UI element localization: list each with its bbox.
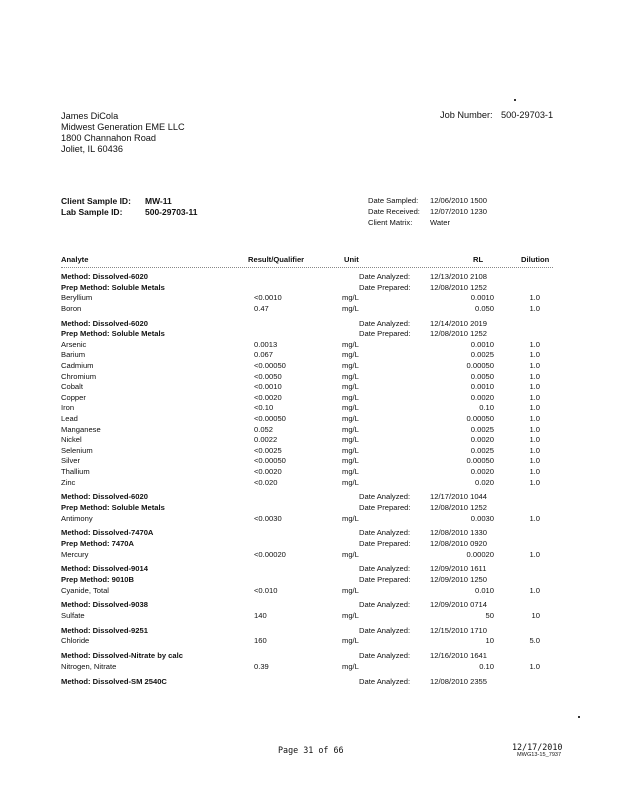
date-analyzed-label: Date Analyzed: xyxy=(359,600,411,610)
result-value: 0.067 xyxy=(254,350,274,360)
date-prepared-label: Date Prepared: xyxy=(359,329,411,339)
date-analyzed: 12/17/2010 1044 xyxy=(430,492,488,502)
speck xyxy=(514,99,516,101)
date-prepared: 12/09/2010 1250 xyxy=(430,575,488,584)
dilution: 1.0 xyxy=(529,467,540,476)
unit: mg/L xyxy=(342,339,359,349)
dilution: 1.0 xyxy=(529,303,540,313)
unit: mg/L xyxy=(342,456,359,466)
reporting-limit: 0.0050 xyxy=(470,371,494,381)
unit: mg/L xyxy=(342,611,359,620)
result-value: <0.10 xyxy=(254,403,274,413)
method-label: Method: Dissolved-9251 xyxy=(61,625,148,635)
reporting-limit: 0.0025 xyxy=(470,424,494,434)
header-rule xyxy=(61,267,553,268)
result-value: 0.0013 xyxy=(254,339,278,349)
method-label: Method: Dissolved-6020 xyxy=(61,272,148,281)
result-value: 0.0022 xyxy=(254,435,278,445)
reporting-limit: 0.10 xyxy=(479,403,494,413)
dilution: 1.0 xyxy=(529,414,540,423)
result-value: 0.052 xyxy=(254,424,274,434)
client-street: 1800 Channahon Road xyxy=(61,133,157,143)
unit: mg/L xyxy=(342,414,359,423)
analyte-name: Nickel xyxy=(61,435,82,445)
date-analyzed: 12/15/2010 1710 xyxy=(430,625,488,635)
result-value: <0.0050 xyxy=(254,371,282,381)
reporting-limit: 0.0025 xyxy=(470,350,494,360)
analyte-name: Cadmium xyxy=(61,361,94,370)
dilution: 1.0 xyxy=(529,661,540,671)
date-analyzed-label: Date Analyzed: xyxy=(359,564,411,574)
dilution: 5.0 xyxy=(529,636,540,646)
analyte-name: Chromium xyxy=(61,371,97,381)
dilution: 1.0 xyxy=(529,371,540,381)
analyte-name: Barium xyxy=(61,350,86,360)
dilution: 1.0 xyxy=(529,382,540,392)
analyte-name: Cobalt xyxy=(61,382,83,392)
analyte-name: Sulfate xyxy=(61,611,85,620)
reporting-limit: 0.020 xyxy=(474,477,494,487)
result-value: 140 xyxy=(254,611,267,620)
reporting-limit: 10 xyxy=(485,636,494,646)
method-label: Method: Dissolved-Nitrate by calc xyxy=(61,651,183,661)
dilution: 1.0 xyxy=(529,549,540,559)
analyte-name: Beryllium xyxy=(61,293,93,303)
unit: mg/L xyxy=(342,293,359,303)
reporting-limit: 0.00020 xyxy=(466,549,494,559)
analyte-name: Chloride xyxy=(61,636,90,646)
prep-method-label: Prep Method: Soluble Metals xyxy=(61,329,165,339)
date-analyzed: 12/16/2010 1641 xyxy=(430,651,488,661)
unit: mg/L xyxy=(342,636,359,646)
date-received-label: Date Received: xyxy=(368,207,420,216)
date-analyzed: 12/08/2010 1330 xyxy=(430,528,488,538)
result-value: <0.0020 xyxy=(254,392,282,402)
dilution: 1.0 xyxy=(529,392,540,402)
dilution: 1.0 xyxy=(529,585,540,595)
unit: mg/L xyxy=(342,392,359,402)
method-label: Method: Dissolved-9038 xyxy=(61,600,148,610)
date-analyzed: 12/13/2010 2108 xyxy=(430,272,488,281)
result-value: <0.00050 xyxy=(254,414,286,423)
analyte-name: Iron xyxy=(61,403,75,413)
date-analyzed-label: Date Analyzed: xyxy=(359,651,411,661)
analyte-name: Mercury xyxy=(61,549,89,559)
unit: mg/L xyxy=(342,513,359,523)
analyte-name: Zinc xyxy=(61,477,76,487)
date-analyzed-label: Date Analyzed: xyxy=(359,528,411,538)
date-analyzed: 12/09/2010 1611 xyxy=(430,564,487,574)
dilution: 1.0 xyxy=(529,435,540,445)
date-analyzed: 12/08/2010 2355 xyxy=(430,676,488,686)
client-company: Midwest Generation EME LLC xyxy=(61,122,185,132)
unit: mg/L xyxy=(342,371,359,381)
col-rl: RL xyxy=(473,255,484,264)
speck xyxy=(578,716,580,718)
client-sample-id-label: Client Sample ID: xyxy=(61,196,131,206)
dilution: 1.0 xyxy=(529,339,540,349)
date-sampled: 12/06/2010 1500 xyxy=(430,196,488,205)
dilution: 1.0 xyxy=(529,445,540,455)
method-label: Method: Dissolved-7470A xyxy=(61,528,154,538)
result-value: <0.00050 xyxy=(254,456,286,466)
unit: mg/L xyxy=(342,477,359,487)
analyte-name: Antimony xyxy=(61,513,93,523)
unit: mg/L xyxy=(342,382,359,392)
reporting-limit: 0.0020 xyxy=(470,435,494,445)
client-matrix: Water xyxy=(430,218,450,227)
result-value: <0.00050 xyxy=(254,361,286,370)
reporting-limit: 0.00050 xyxy=(466,456,494,466)
report-date: 12/17/2010 xyxy=(512,742,563,752)
analyte-name: Cyanide, Total xyxy=(61,585,109,595)
reporting-limit: 0.10 xyxy=(479,661,494,671)
unit: mg/L xyxy=(342,424,359,434)
result-value: 0.47 xyxy=(254,303,269,313)
reporting-limit: 0.010 xyxy=(474,585,494,595)
date-analyzed-label: Date Analyzed: xyxy=(359,318,411,328)
client-name: James DiCola xyxy=(61,111,119,121)
reporting-limit: 0.0010 xyxy=(470,382,494,392)
prep-method-label: Prep Method: 9010B xyxy=(61,575,135,584)
dilution: 1.0 xyxy=(529,403,540,413)
reporting-limit: 0.0020 xyxy=(470,392,494,402)
prep-method-label: Prep Method: Soluble Metals xyxy=(61,503,165,512)
page-number: Page 31 of 66 xyxy=(278,745,344,755)
job-number-label: Job Number: xyxy=(440,110,493,120)
result-value: <0.0020 xyxy=(254,467,282,476)
unit: mg/L xyxy=(342,361,359,370)
method-label: Method: Dissolved-6020 xyxy=(61,492,148,502)
analyte-name: Silver xyxy=(61,456,80,466)
date-analyzed-label: Date Analyzed: xyxy=(359,676,411,686)
result-value: <0.00020 xyxy=(254,549,286,559)
date-prepared-label: Date Prepared: xyxy=(359,575,411,584)
unit: mg/L xyxy=(342,445,359,455)
prep-method-label: Prep Method: 7470A xyxy=(61,539,135,548)
result-value: <0.010 xyxy=(254,585,278,595)
col-unit: Unit xyxy=(344,255,359,264)
col-dilution: Dilution xyxy=(521,255,550,264)
result-value: <0.0025 xyxy=(254,445,282,455)
date-prepared: 12/08/2010 0920 xyxy=(430,539,488,548)
reporting-limit: 0.0025 xyxy=(470,445,494,455)
result-value: <0.0030 xyxy=(254,513,282,523)
method-label: Method: Dissolved-SM 2540C xyxy=(61,676,167,686)
dilution: 10 xyxy=(531,611,540,620)
date-prepared: 12/08/2010 1252 xyxy=(430,329,488,339)
analyte-name: Thallium xyxy=(61,467,90,476)
analyte-name: Boron xyxy=(61,303,82,313)
date-analyzed-label: Date Analyzed: xyxy=(359,272,411,281)
analyte-name: Lead xyxy=(61,414,78,423)
col-analyte: Analyte xyxy=(61,255,89,264)
method-label: Method: Dissolved-9014 xyxy=(61,564,148,574)
date-prepared-label: Date Prepared: xyxy=(359,539,411,548)
result-value: <0.020 xyxy=(254,477,278,487)
bates-stamp: MWG13-15_7937 xyxy=(517,752,562,758)
dilution: 1.0 xyxy=(529,513,540,523)
date-prepared-label: Date Prepared: xyxy=(359,503,411,512)
dilution: 1.0 xyxy=(529,456,540,466)
dilution: 1.0 xyxy=(529,477,540,487)
reporting-limit: 0.0020 xyxy=(470,467,494,476)
result-value: <0.0010 xyxy=(254,293,282,303)
date-prepared: 12/08/2010 1252 xyxy=(430,282,488,292)
reporting-limit: 0.0030 xyxy=(470,513,494,523)
col-result: Result/Qualifier xyxy=(248,255,305,264)
result-value: 160 xyxy=(254,636,267,646)
unit: mg/L xyxy=(342,549,359,559)
reporting-limit: 0.00050 xyxy=(466,414,494,423)
reporting-limit: 50 xyxy=(485,611,494,620)
client-city: Joliet, IL 60436 xyxy=(61,144,123,154)
lab-sample-id: 500-29703-11 xyxy=(145,207,198,217)
analyte-name: Selenium xyxy=(61,445,93,455)
date-received: 12/07/2010 1230 xyxy=(430,207,488,216)
unit: mg/L xyxy=(342,467,359,476)
date-analyzed-label: Date Analyzed: xyxy=(359,492,411,502)
dilution: 1.0 xyxy=(529,424,540,434)
unit: mg/L xyxy=(342,435,359,445)
method-label: Method: Dissolved-6020 xyxy=(61,318,148,328)
job-number: 500-29703-1 xyxy=(501,110,554,120)
reporting-limit: 0.050 xyxy=(474,303,494,313)
date-sampled-label: Date Sampled: xyxy=(368,196,419,205)
unit: mg/L xyxy=(342,303,359,313)
unit: mg/L xyxy=(342,661,359,671)
client-matrix-label: Client Matrix: xyxy=(368,218,413,227)
analyte-name: Manganese xyxy=(61,424,101,434)
date-prepared-label: Date Prepared: xyxy=(359,282,411,292)
unit: mg/L xyxy=(342,403,359,413)
result-value: 0.39 xyxy=(254,661,269,671)
result-value: <0.0010 xyxy=(254,382,282,392)
unit: mg/L xyxy=(342,585,359,595)
dilution: 1.0 xyxy=(529,350,540,360)
dilution: 1.0 xyxy=(529,361,540,370)
dilution: 1.0 xyxy=(529,293,540,303)
date-analyzed: 12/09/2010 0714 xyxy=(430,600,488,610)
analyte-name: Nitrogen, Nitrate xyxy=(61,661,117,671)
date-analyzed-label: Date Analyzed: xyxy=(359,625,411,635)
reporting-limit: 0.00050 xyxy=(466,361,494,370)
date-prepared: 12/08/2010 1252 xyxy=(430,503,488,512)
analyte-name: Arsenic xyxy=(61,339,87,349)
reporting-limit: 0.0010 xyxy=(470,339,494,349)
prep-method-label: Prep Method: Soluble Metals xyxy=(61,282,165,292)
analyte-name: Copper xyxy=(61,392,86,402)
unit: mg/L xyxy=(342,350,359,360)
lab-sample-id-label: Lab Sample ID: xyxy=(61,207,123,217)
date-analyzed: 12/14/2010 2019 xyxy=(430,318,488,328)
reporting-limit: 0.0010 xyxy=(470,293,494,303)
client-sample-id: MW-11 xyxy=(145,196,172,206)
